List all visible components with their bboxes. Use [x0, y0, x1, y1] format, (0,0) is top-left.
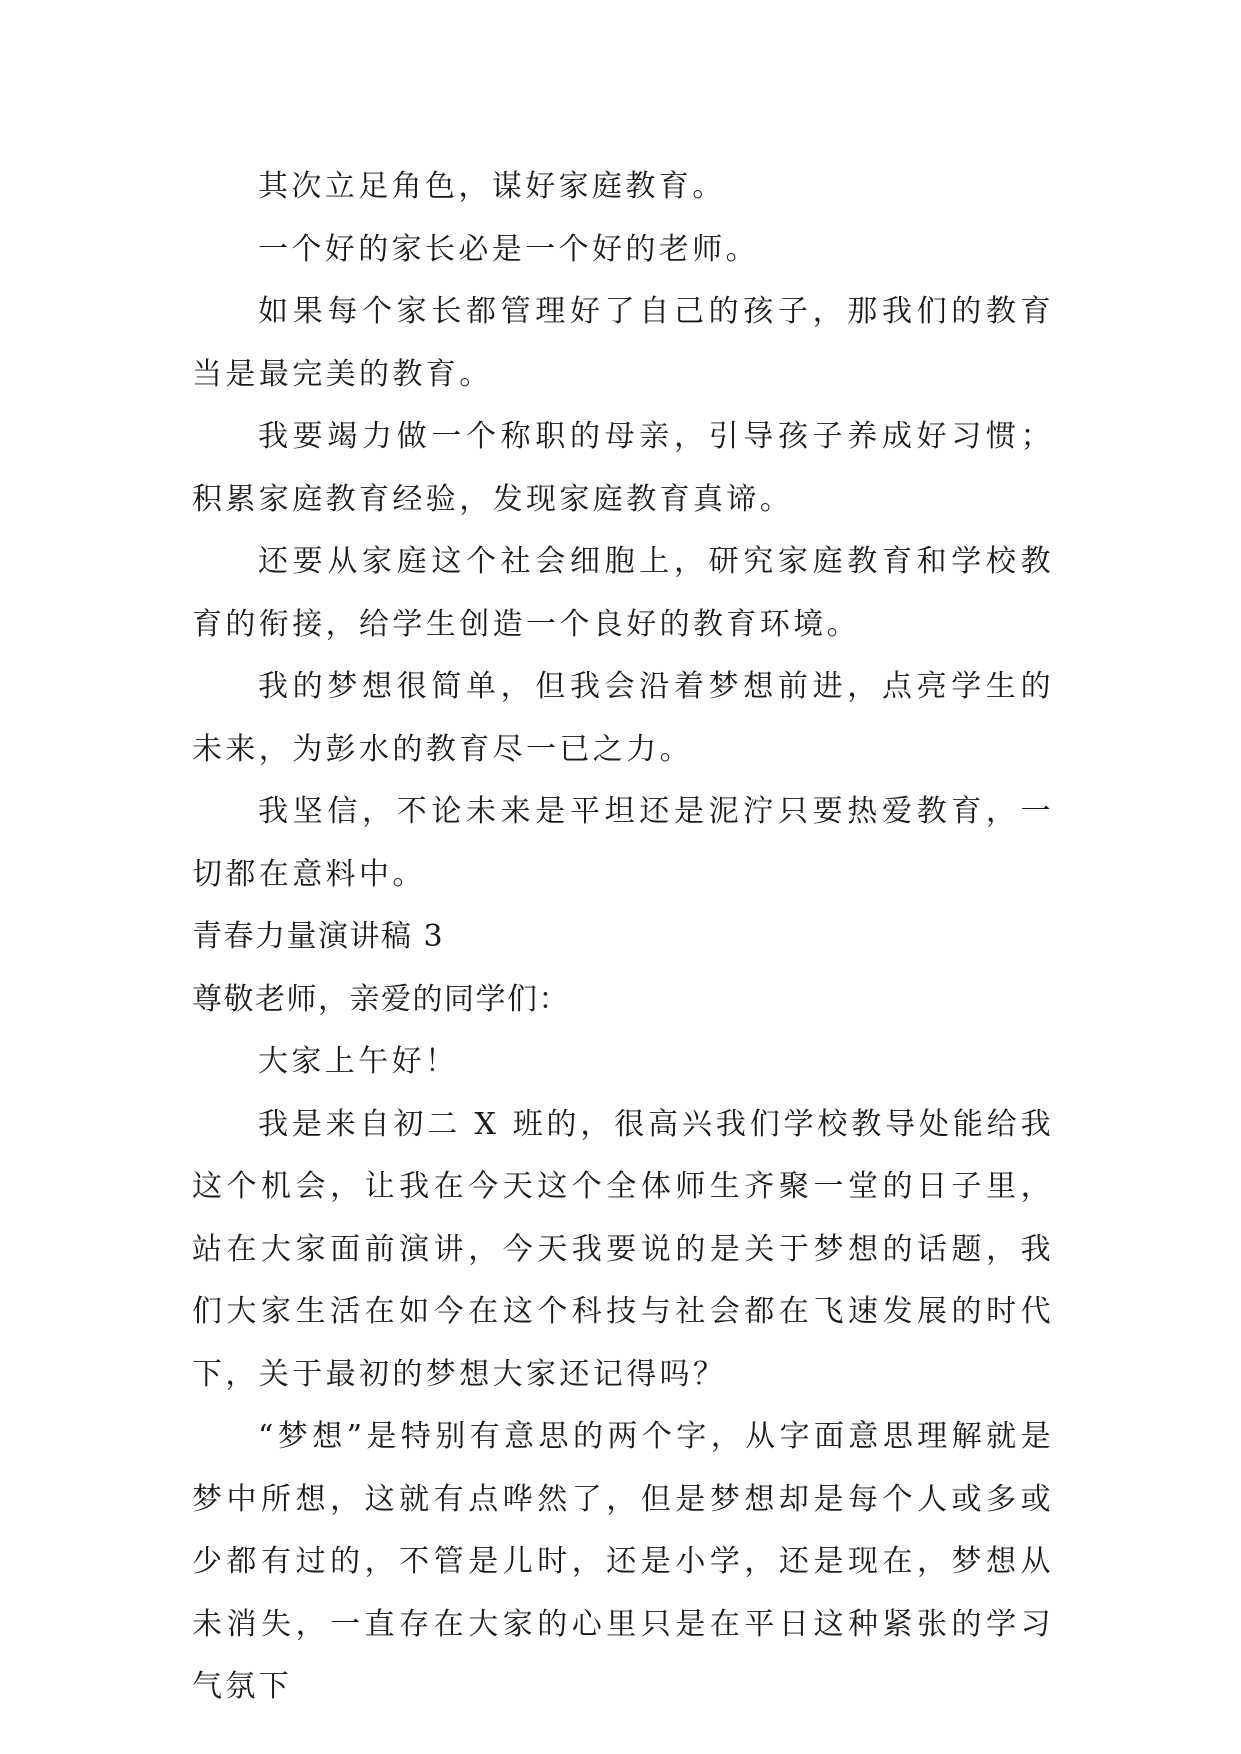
- section-heading: 青春力量演讲稿 3: [192, 919, 445, 954]
- paragraph: 还要从家庭这个社会细胞上，研究家庭教育和学校教育的衔接，给学生创造一个良好的教育环境。: [192, 544, 1054, 642]
- paragraph: 一个好的家长必是一个好的老师。: [258, 231, 759, 267]
- paragraph: 我的梦想很简单，但我会沿着梦想前进，点亮学生的未来，为彭水的教育尽一已之力。: [192, 669, 1054, 767]
- paragraph: 我坚信，不论未来是平坦还是泥泞只要热爱教育，一切都在意料中。: [192, 794, 1054, 892]
- document-body: [192, 156, 1054, 1719]
- paragraph: 如果每个家长都管理好了自己的孩子，那我们的教育当是最完美的教育。: [192, 294, 1054, 392]
- salutation: 尊敬老师，亲爱的同学们：: [192, 981, 570, 1017]
- paragraph: 大家上午好！: [258, 1044, 459, 1079]
- paragraph: 其次立足角色，谋好家庭教育。: [258, 169, 726, 204]
- paragraph: 我是来自初二 X 班的，很高兴我们学校教导处能给我这个机会，让我在今天这个全体师生齐聚一堂的日子里，站在大家面前演讲，今天我要说的是关于梦想的话题，我们大家生活在如今在这个科技与社会都在飞速发展的时代下，关于最初的梦想大家还记得吗？: [192, 1106, 1054, 1392]
- paragraph: 我要竭力做一个称职的母亲，引导孩子养成好习惯；积累家庭教育经验，发现家庭教育真谛。: [192, 419, 1054, 517]
- paragraph: “梦想”是特别有意思的两个字，从字面意思理解就是梦中所想，这就有点哗然了，但是梦想却是每个人或多或少都有过的，不管是儿时，还是小学，还是现在，梦想从未消失，一直存在大家的心里只是在平日这种紧张的学习气氛下: [192, 1419, 1054, 1704]
